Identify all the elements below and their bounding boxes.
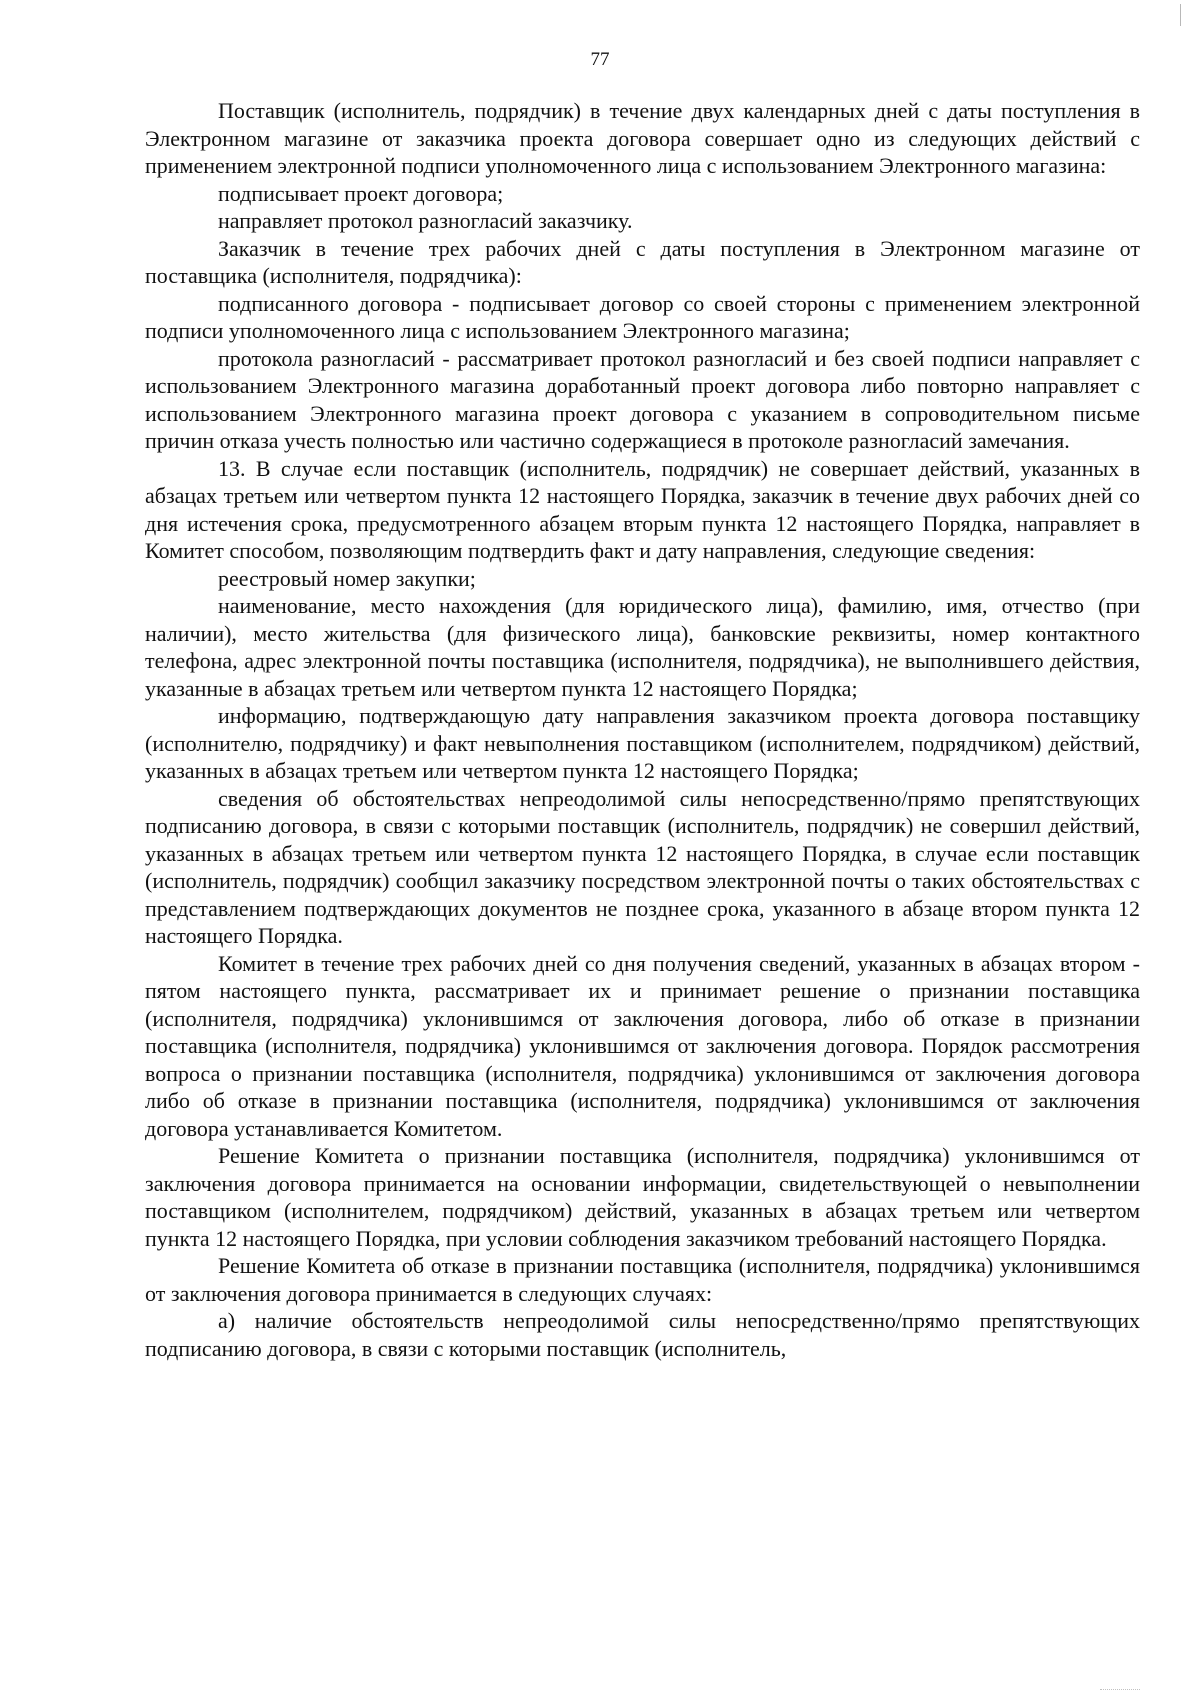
- paragraph: информацию, подтверждающую дату направления заказчиком проекта договора поставщику (исполнителю, подрядчику) и факт невыполнения поставщиком (исполнителем, подрядчиком) действий, указанных в абзацах третьем или четвертом пункта 12 настоящего Порядка;: [145, 703, 1140, 783]
- paragraph: подписанного договора - подписывает договор со своей стороны с применением электронной подписи уполномоченного лица с использованием Электронного магазина;: [145, 290, 1140, 343]
- paragraph: наименование, место нахождения (для юридического лица), фамилию, имя, отчество (при наличии), место жительства (для физического лица), банковские реквизиты, номер контактного телефона, адрес электронной почты поставщика (исполнителя, подрядчика), не выполнившего действия, указанные в абзацах третьем или четвертом пункта 12 настоящего Порядка;: [145, 593, 1140, 701]
- scan-artifact: [1100, 1689, 1140, 1691]
- scan-artifact: [1180, 4, 1186, 26]
- page-number: 77: [590, 49, 610, 70]
- paragraph: Комитет в течение трех рабочих дней со дня получения сведений, указанных в абзацах втором - пятом настоящего пункта, рассматривает их и принимает решение о признании поставщика (исполнителя, подрядчика) уклонившимся от заключения договора, либо об отказе в признании поставщика (исполнителя, подрядчика) уклонившимся от заключения договора. Порядок рассмотрения вопроса о признании поставщика (исполнителя, подрядчика) уклонившимся от заключения договора либо об отказе в признании поставщика (исполнителя, подрядчика) уклонившимся от заключения договора устанавливается Комитетом.: [145, 950, 1140, 1141]
- paragraph: а) наличие обстоятельств непреодолимой силы непосредственно/прямо препятствующих подписанию договора, в связи с которыми поставщик (исполнитель,: [145, 1308, 1140, 1361]
- paragraph: сведения об обстоятельствах непреодолимой силы непосредственно/прямо препятствующих подписанию договора, в связи с которыми поставщик (исполнитель, подрядчик) не совершил действий, указанных в абзацах третьем или четвертом пункта 12 настоящего Порядка, в случае если поставщик (исполнитель, подрядчик) сообщил заказчику посредством электронной почты о таких обстоятельствах с представлением подтверждающих документов не позднее срока, указанного в абзаце втором пункта 12 настоящего Порядка.: [145, 785, 1140, 948]
- paragraph: направляет протокол разногласий заказчику.: [218, 208, 633, 233]
- paragraph: реестровый номер закупки;: [218, 565, 476, 591]
- paragraph: Решение Комитета о признании поставщика (исполнителя, подрядчика) уклонившимся от заключения договора принимается на основании информации, свидетельствующей о невыполнении поставщиком (исполнителем, подрядчиком) действий, указанных в абзацах третьем или четвертом пункта 12 настоящего Порядка, при условии соблюдения заказчиком требований настоящего Порядка.: [145, 1143, 1140, 1251]
- paragraph: Решение Комитета об отказе в признании поставщика (исполнителя, подрядчика) уклонившимся от заключения договора принимается в следующих случаях:: [145, 1253, 1140, 1306]
- paragraph: Заказчик в течение трех рабочих дней с даты поступления в Электронном магазине от поставщика (исполнителя, подрядчика):: [145, 235, 1140, 288]
- paragraph: Поставщик (исполнитель, подрядчик) в течение двух календарных дней с даты поступления в Электронном магазине от заказчика проекта договора совершает одно из следующих действий с применением электронной подписи уполномоченного лица с использованием Электронного магазина:: [145, 98, 1140, 178]
- document-body: [145, 97, 1140, 1362]
- paragraph: протокола разногласий - рассматривает протокол разногласий и без своей подписи направляет с использованием Электронного магазина доработанный проект договора либо повторно направляет с использованием Электронного магазина проект договора с указанием в сопроводительном письме причин отказа учесть полностью или частично содержащиеся в протоколе разногласий замечания.: [145, 345, 1140, 453]
- paragraph: подписывает проект договора;: [218, 180, 504, 206]
- paragraph: 13. В случае если поставщик (исполнитель, подрядчик) не совершает действий, указанных в абзацах третьем или четвертом пункта 12 настоящего Порядка, заказчик в течение двух рабочих дней со дня истечения срока, предусмотренного абзацем вторым пункта 12 настоящего Порядка, направляет в Комитет способом, позволяющим подтвердить факт и дату направления, следующие сведения:: [145, 455, 1140, 563]
